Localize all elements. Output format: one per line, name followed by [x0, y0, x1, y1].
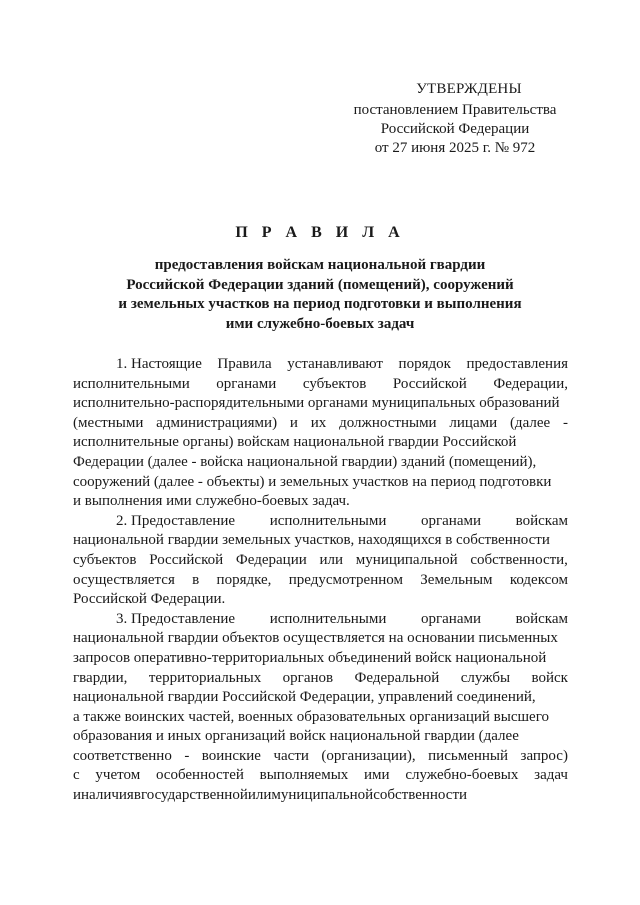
- word: войскам: [515, 610, 568, 627]
- word: предусмотренном: [288, 571, 403, 588]
- word: с: [73, 767, 80, 784]
- subtitle-line-2: Российской Федерации зданий (помещений), сооружений: [126, 276, 514, 293]
- word: гвардии,: [73, 669, 128, 686]
- paragraph-1: [73, 355, 568, 512]
- subtitle-line-3: и земельных участков на период подготовки и выполнения: [118, 296, 522, 312]
- text-line: [73, 669, 568, 689]
- word: предоставления: [466, 356, 568, 372]
- word: соответственно: [73, 747, 172, 764]
- text-line: [73, 492, 568, 512]
- word: муниципальной: [355, 551, 458, 568]
- word: исполнительно-распорядительными органами муниципальных образований: [73, 395, 560, 412]
- text-line: [73, 414, 568, 434]
- text-line: [73, 747, 568, 767]
- text-line: [73, 610, 568, 630]
- word: Российской: [392, 375, 467, 392]
- word: муниципальной: [271, 787, 374, 804]
- word: 3. Предоставление: [116, 610, 236, 627]
- word: особенностей: [155, 767, 244, 784]
- word: органами: [421, 610, 482, 627]
- subtitle-line-1: предоставления войскам национальной гвардии: [154, 257, 486, 273]
- text-line: [73, 649, 568, 669]
- word: и: [73, 787, 82, 804]
- document-title-block: [70, 224, 570, 334]
- text-line: [73, 629, 568, 649]
- word: 2. Предоставление: [116, 512, 236, 529]
- text-line: [73, 375, 568, 395]
- text-line: [73, 590, 568, 610]
- approval-heading: УТВЕРЖДЕНЫ: [416, 81, 522, 97]
- word: национальной гвардии земельных участков, находящихся в собственности: [73, 532, 550, 549]
- paragraph-3: [73, 610, 568, 806]
- word: и: [289, 414, 298, 431]
- word: образования и иных организаций войск национальной гвардии (далее: [73, 728, 519, 745]
- approval-line-2: Российской Федерации: [380, 121, 530, 137]
- word: (местными: [73, 414, 144, 431]
- subtitle-line-4: ими служебно-боевых задач: [225, 315, 415, 332]
- text-line: [73, 571, 568, 591]
- word: национальной гвардии объектов осуществляется на основании письменных: [73, 630, 558, 647]
- word: войскам: [515, 512, 568, 529]
- word: -: [562, 414, 568, 431]
- text-line: [73, 453, 568, 473]
- word: или: [319, 551, 344, 568]
- word: Правила: [217, 356, 272, 372]
- text-line: [73, 531, 568, 551]
- word: территориальных: [148, 669, 262, 686]
- word: органами: [216, 375, 277, 392]
- word: учетом: [95, 767, 141, 784]
- word: или: [247, 787, 272, 804]
- word: собственности,: [470, 551, 568, 568]
- word: в: [133, 787, 141, 804]
- word: органов: [282, 669, 334, 686]
- word: ими: [364, 767, 390, 784]
- word: порядок: [398, 356, 451, 372]
- paragraph-2: [73, 512, 568, 610]
- word: запрос): [520, 747, 568, 764]
- word: 1. Настоящие: [116, 356, 202, 372]
- word: письменный: [428, 747, 509, 764]
- word: выполняемых: [259, 767, 349, 784]
- word: (организации),: [321, 747, 416, 764]
- word: задач: [534, 767, 568, 784]
- word: собственности: [373, 787, 468, 804]
- word: национальной гвардии Российской Федерации, управлений соединений,: [73, 689, 536, 706]
- word: а также воинских частей, военных образовательных организаций высшего: [73, 708, 549, 725]
- text-line: [73, 727, 568, 747]
- word: Федеральной: [354, 669, 440, 686]
- text-line: [73, 473, 568, 493]
- approval-line-3: от 27 июня 2025 г. № 972: [374, 140, 536, 156]
- word: войск: [531, 669, 568, 686]
- word: воинские: [201, 747, 261, 764]
- document-subtitle: [70, 256, 570, 334]
- approval-line-1: постановлением Правительства: [353, 102, 557, 118]
- word: сооружений (далее - объекты) и земельных участков на период подготовки: [73, 473, 552, 490]
- text-line: [73, 433, 568, 453]
- word: исполнительными: [269, 512, 387, 529]
- word: администрациями): [156, 414, 278, 431]
- word: лицами: [449, 414, 498, 431]
- word: и выполнения ими служебно-боевых задач.: [73, 493, 350, 510]
- word: Федерации (далее - войска национальной гвардии) зданий (помещений),: [73, 453, 537, 470]
- word: исполнительными: [269, 610, 387, 627]
- word: субъектов: [73, 551, 137, 568]
- text-line: [73, 786, 568, 806]
- word: Земельным: [420, 571, 493, 588]
- word: -: [184, 747, 190, 764]
- word: кодексом: [509, 571, 568, 588]
- word: должностными: [339, 414, 437, 431]
- word: органами: [421, 512, 482, 529]
- word: части: [273, 747, 309, 764]
- word: устанавливают: [287, 356, 383, 372]
- approval-stamp: [340, 80, 570, 158]
- word: порядке,: [216, 571, 272, 588]
- document-body: [73, 355, 568, 806]
- document-title: П Р А В И Л А: [235, 224, 405, 241]
- word: осуществляется: [73, 571, 175, 588]
- text-line: [73, 355, 568, 375]
- text-line: [73, 551, 568, 571]
- word: запросов оперативно-территориальных объединений войск национальной: [73, 649, 547, 666]
- text-line: [73, 512, 568, 532]
- word: государственной: [140, 787, 248, 804]
- word: субъектов: [302, 375, 367, 392]
- word: исполнительные органы) войскам национальной гвардии Российской: [73, 434, 517, 451]
- text-line: [73, 708, 568, 728]
- word: исполнительными: [73, 375, 190, 392]
- word: (далее: [509, 414, 551, 431]
- word: их: [310, 414, 327, 431]
- word: Российской: [149, 551, 224, 568]
- text-line: [73, 766, 568, 786]
- word: Федерации: [235, 551, 307, 568]
- word: наличия: [81, 787, 134, 804]
- word: службы: [460, 669, 511, 686]
- word: Российской Федерации.: [73, 591, 226, 608]
- word: в: [192, 571, 200, 588]
- word: служебно-боевых: [405, 767, 519, 784]
- text-line: [73, 688, 568, 708]
- text-line: [73, 394, 568, 414]
- word: Федерации,: [493, 375, 568, 392]
